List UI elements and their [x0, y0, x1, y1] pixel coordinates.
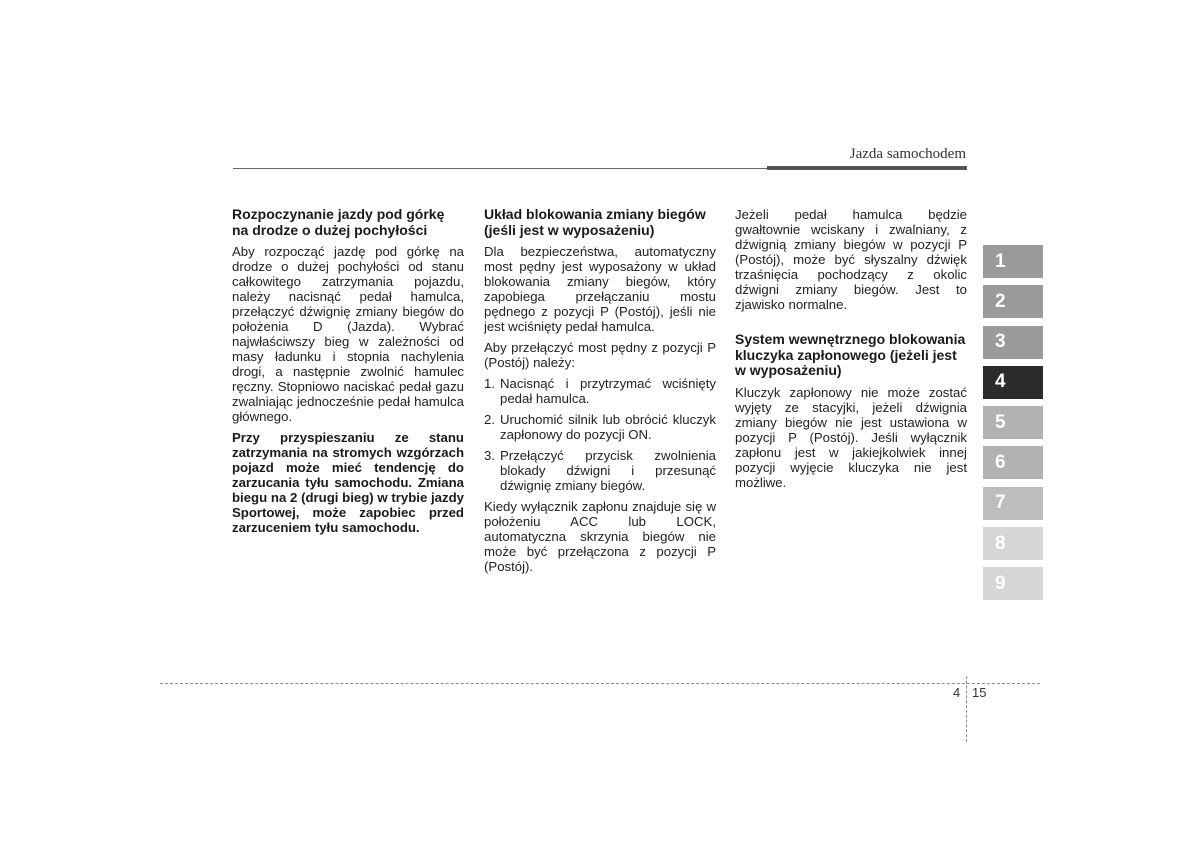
footer-page-number: 15	[972, 685, 987, 700]
chapter-tab-5[interactable]: 5	[983, 406, 1043, 439]
section-heading-key-interlock: System wewnętrznego blokowania kluczyka zapłonowego (jeżeli jest w wyposażeniu)	[735, 331, 966, 378]
chapter-tab-2[interactable]: 2	[983, 285, 1043, 318]
header-rule-accent	[767, 166, 967, 170]
chapter-tab-1[interactable]: 1	[983, 245, 1043, 278]
step-item	[484, 412, 716, 442]
body-paragraph: Jeżeli pedał hamulca będzie gwałtownie wciskany i zwalniany, z dźwignią zmiany biegów w pozycji P (Postój), może być słyszalny dźwięk trzaśnięcia pochodzący z okolic dźwigni zmiany biegów. Jest to zjawisko normalne.	[735, 207, 967, 312]
text-column-3	[735, 207, 967, 496]
step-number: 1.	[484, 376, 495, 391]
chapter-tab-7[interactable]: 7	[983, 487, 1043, 520]
step-item	[484, 448, 716, 493]
chapter-tab-9[interactable]: 9	[983, 567, 1043, 600]
warning-paragraph: Przy przyspieszaniu ze stanu zatrzymania na stromych wzgórzach pojazd może mieć tendencję do zarzucania tyłu samochodu. Zmiana biegu na 2 (drugi bieg) w trybie jazdy Sportowej, może zapobiec przed zarzuceniem tyłu samochodu.	[232, 430, 464, 535]
footer-vertical-divider	[966, 676, 967, 742]
chapter-tabs	[983, 245, 1043, 608]
running-header: Jazda samochodem	[849, 146, 966, 162]
header-rule	[233, 168, 767, 169]
body-paragraph: Dla bezpieczeństwa, automatyczny most pędny jest wyposażony w układ blokowania zmiany biegów, który zapobiega przełączaniu mostu pędnego z pozycji P (Postój), jeśli nie jest wciśnięty pedał hamulca.	[484, 244, 716, 334]
body-paragraph: Aby przełączyć most pędny z pozycji P (Postój) należy:	[484, 340, 716, 370]
step-text: Uruchomić silnik lub obrócić kluczyk zapłonowy do pozycji ON.	[500, 412, 716, 442]
section-heading-shift-lock: Układ blokowania zmiany biegów (jeśli jest w wyposażeniu)	[484, 206, 706, 238]
section-heading-hill-start: Rozpoczynanie jazdy pod górkę na drodze o dużej pochyłości	[232, 206, 445, 238]
chapter-tab-4-active[interactable]: 4	[983, 366, 1043, 399]
chapter-tab-8[interactable]: 8	[983, 527, 1043, 560]
step-item	[484, 376, 716, 406]
footer-dashed-rule	[160, 683, 1040, 684]
chapter-tab-6[interactable]: 6	[983, 446, 1043, 479]
step-text: Przełączyć przycisk zwolnienia blokady dźwigni i przesunąć dźwignię zmiany biegów.	[500, 448, 716, 493]
body-paragraph: Kiedy wyłącznik zapłonu znajduje się w położeniu ACC lub LOCK, automatyczna skrzynia biegów nie może być przełączona z pozycji P (Postój).	[484, 499, 716, 574]
body-paragraph: Aby rozpocząć jazdę pod górkę na drodze o dużej pochyłości od stanu całkowitego zatrzymania pojazdu, należy nacisnąć pedał hamulca, przełączyć dźwignię zmiany biegów do położenia D (Jazda). Wybrać najwłaściwszy bieg w zależności od masy ładunku i stopnia nachylenia drogi, a następnie zwolnić hamulec ręczny. Stopniowo naciskać pedał gazu zwalniając jednocześnie pedał hamulca głównego.	[232, 244, 464, 424]
step-number: 3.	[484, 448, 495, 463]
text-column-1	[232, 207, 464, 541]
chapter-tab-3[interactable]: 3	[983, 326, 1043, 359]
text-column-2	[484, 207, 716, 580]
step-text: Nacisnąć i przytrzymać wciśnięty pedał hamulca.	[500, 376, 716, 406]
body-paragraph: Kluczyk zapłonowy nie może zostać wyjęty ze stacyjki, jeżeli dźwignia zmiany biegów nie jest ustawiona w pozycji P (Postój). Jeśli wyłącznik zapłonu jest w jakiejkolwiek innej pozycji wyjęcie kluczyka nie jest możliwe.	[735, 384, 967, 490]
step-number: 2.	[484, 412, 495, 427]
numbered-steps	[484, 376, 716, 493]
footer-chapter-number: 4	[953, 685, 961, 700]
